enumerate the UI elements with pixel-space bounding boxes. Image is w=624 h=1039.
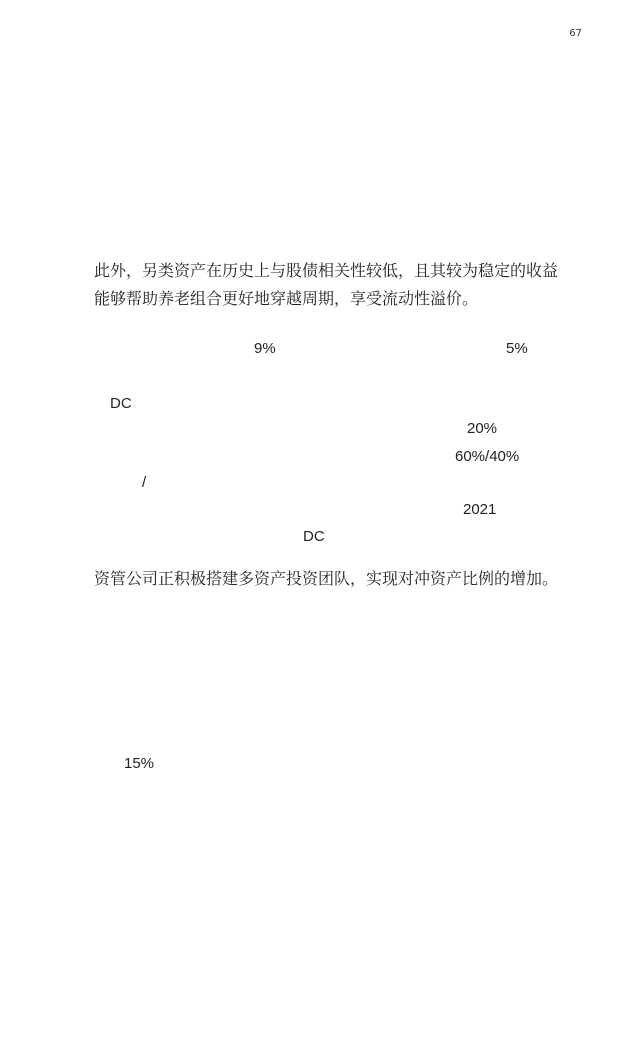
text-fragment: 5% — [506, 340, 528, 357]
text-fragment: 2021 — [463, 501, 497, 518]
paragraph-alternative-assets — [94, 257, 558, 313]
text-fragment: 15% — [124, 755, 155, 772]
text-fragment: 9% — [254, 340, 276, 357]
page-number: 67 — [569, 28, 582, 39]
text-fragment: 20% — [467, 420, 498, 437]
text-fragment: / — [142, 474, 147, 491]
text-fragment: 60%/40% — [455, 448, 520, 465]
text-fragment: DC — [303, 528, 325, 545]
paragraph-line: 此外，另类资产在历史上与股债相关性较低，且其较为稳定的收益 — [94, 261, 559, 280]
paragraph-line: 能够帮助养老组合更好地穿越周期，享受流动性溢价。 — [94, 289, 479, 308]
paragraph-line: 资管公司正积极搭建多资产投资团队，实现对冲资产比例的增加。 — [94, 569, 559, 588]
text-fragment: DC — [110, 395, 132, 412]
paragraph-multi-asset-teams — [94, 565, 558, 593]
